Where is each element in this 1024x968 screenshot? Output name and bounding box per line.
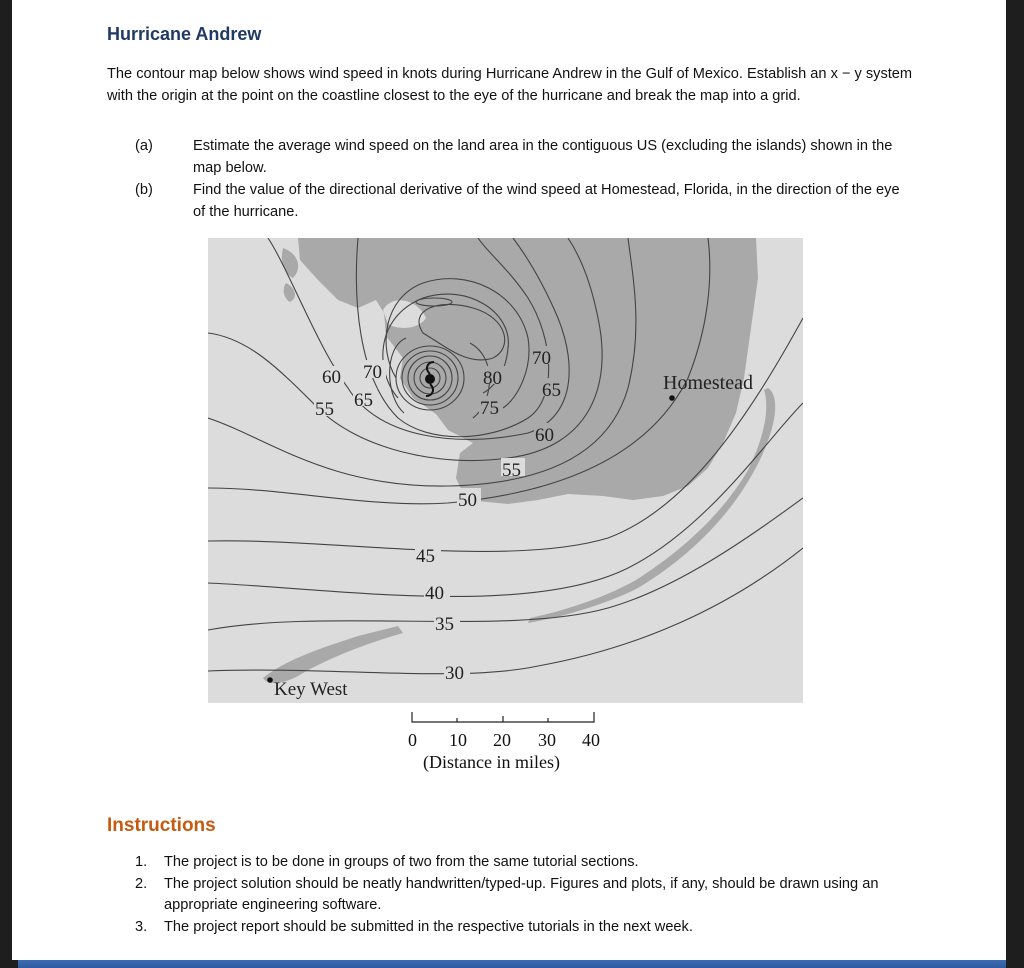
contour-label: 60 xyxy=(535,425,554,446)
question-a-label: (a) xyxy=(135,138,153,154)
contour-label: 45 xyxy=(416,546,435,567)
contour-label: 80 xyxy=(483,368,502,389)
contour-label: 50 xyxy=(458,490,477,511)
contour-label: 30 xyxy=(445,663,464,684)
scale-tick-0: 0 xyxy=(408,730,417,750)
scale-caption: (Distance in miles) xyxy=(423,752,560,772)
homestead-label: Homestead xyxy=(663,372,753,394)
instructions-heading: Instructions xyxy=(107,815,216,836)
homestead-dot xyxy=(669,395,675,401)
contour-label: 40 xyxy=(425,583,444,604)
contour-map xyxy=(208,238,803,703)
scale-tick-20: 20 xyxy=(493,730,511,750)
instruction-2-num: 2. xyxy=(135,876,148,892)
instruction-3-num: 3. xyxy=(135,919,148,935)
contour-label: 55 xyxy=(315,399,334,420)
instruction-2-text: The project solution should be neatly handwritten/typed-up. Figures and plots, if any, should be drawn using an appropriate engineering software. xyxy=(164,876,879,913)
instruction-3-text: The project report should be submitted in the respective tutorials in the next week. xyxy=(164,919,693,935)
instruction-1-num: 1. xyxy=(135,854,148,870)
question-a-text: Estimate the average wind speed on the land area in the contiguous US (excluding the islands) shown in the map below. xyxy=(193,138,893,176)
instruction-1-text: The project is to be done in groups of two from the same tutorial sections. xyxy=(164,854,639,870)
key-west-dot xyxy=(267,677,273,683)
contour-label: 55 xyxy=(502,460,521,481)
question-b-text: Find the value of the directional derivative of the wind speed at Homestead, Florida, in the direction of the eye of the hurricane. xyxy=(193,182,900,220)
contour-label: 35 xyxy=(435,614,454,635)
page-title: Hurricane Andrew xyxy=(107,24,262,44)
contour-label: 60 xyxy=(322,367,341,388)
document-page xyxy=(12,0,1006,960)
contour-label: 65 xyxy=(354,390,373,411)
scale-bar xyxy=(408,710,608,730)
contour-label: 65 xyxy=(542,380,561,401)
scale-tick-10: 10 xyxy=(449,730,467,750)
scale-tick-30: 30 xyxy=(538,730,556,750)
key-west-label: Key West xyxy=(274,679,348,700)
question-b-label: (b) xyxy=(135,182,153,198)
contour-label: 75 xyxy=(480,398,499,419)
footer-bar xyxy=(18,960,1006,968)
contour-label: 70 xyxy=(363,362,382,383)
scale-tick-40: 40 xyxy=(582,730,600,750)
intro-paragraph: The contour map below shows wind speed in knots during Hurricane Andrew in the Gulf of Mexico. Establish an x − y system with the origin at the point on the coastline closest to the eye of the hurricane and break the map into a grid. xyxy=(107,66,913,104)
contour-label: 70 xyxy=(532,348,551,369)
